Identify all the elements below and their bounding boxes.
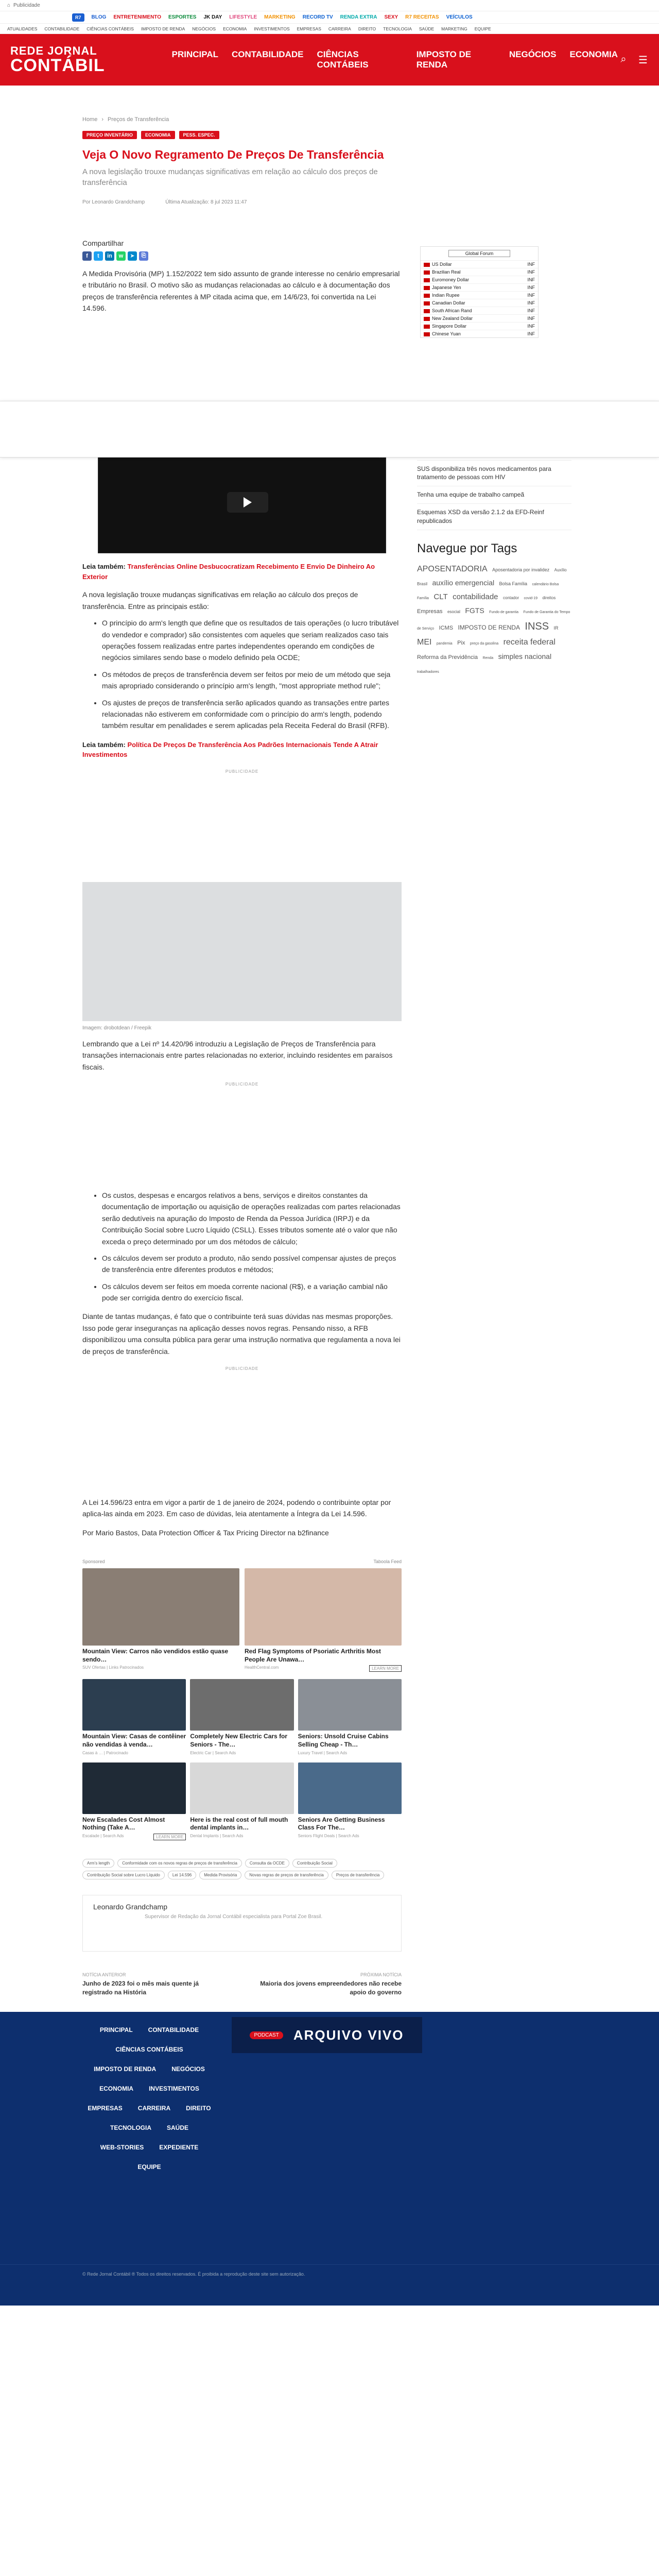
linkedin-icon[interactable]: in [105, 251, 114, 261]
tag-link[interactable]: APOSENTADORIA [417, 564, 488, 573]
site-header [0, 34, 659, 86]
currency-row [421, 330, 538, 338]
flag-icon [424, 286, 430, 290]
read-also-1: Leia também: Transferências Online Desbucocratizam Recebimento E Envio De Dinheiro Ao Exterior [82, 563, 375, 581]
tag-link[interactable]: Bolsa Família [499, 581, 528, 586]
banner-spacer [82, 314, 402, 401]
footer-nav-item[interactable]: CONTABILIDADE [148, 2026, 199, 2034]
search-icon[interactable]: ⌕ [620, 53, 627, 65]
ads-small-2 [82, 1762, 402, 1840]
list-item: • Os cálculos devem ser feitos em moeda corrente nacional (R$), e a variação cambial não pode ser corrigida dentro do exercício fiscal. [102, 1281, 402, 1304]
tag-link[interactable]: covid-19 [524, 596, 538, 600]
ad-source: SUV Ofertas | Links Patrocinados [82, 1665, 144, 1670]
share-label: Compartilhar [82, 239, 124, 247]
read-also-2: Leia também: Política De Preços De Transferência Aos Padrões Internacionais Tende A Atrair Investimentos [82, 740, 378, 759]
network-link[interactable]: MARKETING [264, 14, 296, 20]
latest-item[interactable]: SUS disponibiliza três novos medicamentos para tratamento de pessoas com HIV [417, 461, 571, 487]
article-tag[interactable]: PREÇO INVENTÁRIO [82, 131, 137, 139]
tag-link[interactable]: Fundo de Garantia do Tempo de Serviço [417, 611, 570, 631]
currency-name: Japanese Yen [421, 284, 515, 292]
footer-nav-item[interactable]: CIÊNCIAS CONTÁBEIS [115, 2046, 183, 2054]
tag-link[interactable]: ICMS [439, 625, 454, 632]
network-link[interactable]: SEXY [384, 14, 398, 20]
footer-nav-item[interactable]: NEGÓCIOS [171, 2065, 205, 2073]
currency-row [421, 284, 538, 292]
tag-link[interactable]: auxílio emergencial [432, 578, 495, 587]
section-link[interactable]: CIÊNCIAS CONTÁBEIS [86, 26, 134, 31]
ad-image[interactable] [82, 1568, 239, 1646]
currency-name: Indian Rupee [421, 292, 515, 299]
article-title: Veja O Novo Regramento De Preços De Transferência [82, 148, 384, 161]
footer-nav-row [82, 2059, 216, 2079]
currency-select[interactable]: Global Forum [448, 250, 510, 257]
menu-icon[interactable]: ☰ [638, 54, 648, 66]
nav-item[interactable]: NEGÓCIOS [509, 49, 557, 59]
network-link[interactable]: ENTRETENIMENTO [113, 14, 162, 20]
post-tag[interactable]: Lei 14.596 [168, 1871, 196, 1879]
ad-image[interactable] [298, 1762, 402, 1814]
paragraph-7: Por Mario Bastos, Data Protection Officer & Tax Pricing Director na b2finance [82, 1528, 329, 1537]
flag-icon [424, 332, 430, 336]
tag-link[interactable]: preço da gasolina [470, 642, 499, 646]
ad-source: Seniors Flight Deals | Search Ads [298, 1833, 359, 1838]
footer-nav-item[interactable]: PRINCIPAL [99, 2026, 133, 2034]
nav-item[interactable]: PRINCIPAL [171, 49, 219, 59]
post-tag[interactable]: Novas regras de preços de transferência [245, 1871, 328, 1879]
breadcrumb-section[interactable]: Preços de Transferência [108, 116, 169, 123]
twitter-icon[interactable]: t [94, 251, 103, 261]
tag-link[interactable]: Fundo de garantia [489, 611, 518, 615]
tag-link[interactable]: receita federal [503, 638, 556, 647]
ad-banner[interactable] [0, 401, 659, 457]
nav-item[interactable]: IMPOSTO DE RENDA [416, 49, 472, 70]
currency-row [421, 276, 538, 284]
play-icon [244, 497, 252, 507]
ads-small [82, 1679, 402, 1755]
sponsored-label: Sponsored [82, 1559, 105, 1565]
tag-link[interactable]: calendário Bolsa Família [417, 582, 559, 600]
network-link[interactable]: ESPORTES [168, 14, 197, 20]
section-link[interactable]: DIREITO [358, 26, 376, 31]
copyright: © Rede Jornal Contábil ® Todos os direitos reservados. É proibida a reprodução deste site sem autorização. [0, 2264, 659, 2306]
breadcrumb: Home › Preços de Transferência [82, 116, 169, 123]
tag-link[interactable]: Auxílio Brasil [417, 567, 567, 586]
post-tag[interactable]: Consulta da OCDE [245, 1859, 289, 1868]
paragraph-3: A nova legislação trouxe mudanças significativas em relação ao cálculo dos preços de transferência. Entre as principais estão: [82, 590, 358, 611]
section-link[interactable]: NEGÓCIOS [192, 26, 216, 31]
nav-item[interactable]: CIÊNCIAS CONTÁBEIS [317, 49, 369, 70]
footer-nav-item[interactable]: SAÚDE [166, 2124, 188, 2132]
footer [0, 2012, 659, 2264]
section-link[interactable]: ECONOMIA [223, 26, 247, 31]
currency-value: INF [515, 276, 538, 284]
section-link[interactable]: TECNOLOGIA [383, 26, 412, 31]
currency-row [421, 261, 538, 268]
paragraph-5: Diante de tantas mudanças, é fato que o contribuinte terá suas dúvidas nas mesmas proporções. Isso pode gerar inseguranças na aplicação desses novos regras. Pensando nisso, a RFB disponibilizou uma consulta pública para gerar uma instrução normativa que regulamenta a nova lei de preços de transferência. [82, 1312, 401, 1355]
article-subtitle: A nova legislação trouxe mudanças significativas em relação ao cálculo dos preços de transferência [82, 167, 378, 187]
flag-icon [424, 294, 430, 298]
tag-cloud [417, 562, 571, 677]
tag-link[interactable]: Renda [482, 656, 494, 660]
ad-source: Electric Car | Search Ads [190, 1750, 236, 1755]
tag-link[interactable]: IMPOSTO DE RENDA [458, 624, 520, 632]
section-link[interactable]: IMPOSTO DE RENDA [141, 26, 185, 31]
currency-name: South African Rand [421, 307, 515, 315]
author-box [82, 1895, 402, 1952]
currency-row [421, 268, 538, 276]
ad-source: Escalade | Search Ads LEARN MORE [82, 1834, 186, 1838]
article-updated: Última Atualização: 8 jul 2023 11:47 [165, 199, 247, 205]
currency-value: INF [515, 268, 538, 276]
learn-more-button[interactable]: LEARN MORE [153, 1834, 186, 1840]
tag-link[interactable]: Empresas [417, 608, 443, 615]
tag-link[interactable]: direitos [542, 595, 556, 600]
ad-title[interactable]: Seniors Are Getting Business Class For The… [298, 1816, 385, 1832]
currency-name: Brazilian Real [421, 268, 515, 276]
footer-nav-item[interactable]: EXPEDIENTE [159, 2144, 199, 2151]
currency-row [421, 299, 538, 307]
footer-nav-row [82, 2020, 216, 2040]
currency-name: US Dollar [421, 261, 515, 268]
network-bar [0, 11, 659, 24]
nav-item[interactable]: ECONOMIA [569, 49, 618, 59]
section-link[interactable]: EQUIPE [474, 26, 491, 31]
currency-name: Singapore Dollar [421, 323, 515, 330]
section-link[interactable]: MARKETING [441, 26, 467, 31]
section-link[interactable]: INVESTIMENTOS [254, 26, 290, 31]
tag-link[interactable]: Pix [457, 640, 465, 647]
ad-image[interactable] [245, 1568, 402, 1646]
ad-card[interactable] [190, 1679, 293, 1755]
article-tag[interactable]: PESS. ESPEC. [179, 131, 219, 139]
ad-card[interactable] [245, 1568, 402, 1672]
paragraph-4: Lembrando que a Lei nº 14.420/96 introduziu a Legislação de Preços de Transferência para transações internacionais entre partes relacionadas no exterior, incluindo residentes em paraísos fiscais. [82, 1039, 393, 1071]
ad-card[interactable] [298, 1762, 402, 1840]
site-logo[interactable]: REDE JORNAL CONTÁBIL [10, 44, 105, 75]
network-link[interactable]: JK DAY [203, 14, 222, 20]
ad-label: PUBLICIDADE [225, 769, 259, 774]
telegram-icon[interactable]: ➤ [128, 251, 137, 261]
tag-link[interactable]: Reforma da Previdência [417, 654, 478, 660]
list-item: • O princípio do arm's length que define que os resultados de tais operações (o lucro tributável do vendedor e comprador) são consistentes com aqueles que seriam realizados caso tais operações fossem realizadas entre partes independentes operando em condições de negócios similares sendo base o modelo definido pela OCDE; [102, 617, 402, 664]
read-also-link-1[interactable]: Transferências Online Desbucocratizam Recebimento E Envio De Dinheiro Ao Exterior [82, 563, 375, 581]
podcast-title: ARQUIVO VIVO [293, 2027, 404, 2043]
tag-link[interactable]: simples nacional [498, 652, 552, 660]
flag-icon [424, 309, 430, 313]
ad-title[interactable]: Seniors: Unsold Cruise Cabins Selling Cheap - Th… [298, 1733, 389, 1748]
currency-widget [420, 246, 539, 338]
list-2 [102, 1190, 402, 1304]
section-link[interactable]: ATUALIDADES [7, 26, 38, 31]
ad-source: Casas à … | Patrocinado [82, 1750, 128, 1755]
list-item: • Os métodos de preços de transferência devem ser feitos por meio de um método que seja mais apropriado considerando o princípio arm's length, "most appropriate method rule"; [102, 669, 402, 692]
section-link[interactable]: CONTABILIDADE [44, 26, 80, 31]
network-link[interactable]: LIFESTYLE [229, 14, 257, 20]
ad-card[interactable] [82, 1762, 186, 1840]
currency-value: INF [515, 330, 538, 338]
ad-space [82, 1087, 402, 1184]
tag-link[interactable]: contador [502, 595, 519, 600]
latest-item[interactable]: Tenha uma equipe de trabalho campeã [417, 486, 571, 504]
ad-title[interactable]: Here is the real cost of full mouth dental implants in… [190, 1816, 288, 1832]
footer-nav-row [82, 2098, 216, 2118]
post-tags [82, 1859, 402, 1879]
footer-nav-item[interactable]: INVESTIMENTOS [149, 2085, 199, 2093]
ad-space-2 [82, 1371, 402, 1489]
post-tag[interactable]: Conformidade com os novos regras de preços de transferência [117, 1859, 242, 1868]
breadcrumb-home[interactable]: Home [82, 116, 98, 123]
currency-value: INF [515, 261, 538, 268]
tag-link[interactable]: FGTS [465, 606, 484, 615]
prev-article[interactable]: NOTÍCIA ANTERIOR Junho de 2023 foi o mês mais quente já registrado na História [82, 1972, 199, 1996]
flag-icon [424, 270, 430, 275]
section-link[interactable]: SAÚDE [419, 26, 435, 31]
ad-title[interactable]: Mountain View: Casas de contêiner não vendidas à venda… [82, 1733, 186, 1748]
network-logo[interactable]: R7 [72, 13, 84, 22]
main-nav [172, 49, 618, 70]
next-article[interactable]: PRÓXIMA NOTÍCIA Maioria dos jovens empreendedores não recebe apoio do governo [260, 1972, 402, 1996]
play-button[interactable] [227, 492, 268, 513]
footer-nav-item[interactable]: TECNOLOGIA [110, 2124, 151, 2132]
footer-nav-row [82, 2157, 216, 2177]
article-author[interactable]: Por Leonardo Grandchamp [82, 199, 145, 205]
footer-nav-row [82, 2040, 216, 2059]
tag-link[interactable]: IR [553, 625, 559, 631]
ad-image[interactable] [82, 1762, 186, 1814]
article-tag[interactable]: ECONOMIA [141, 131, 175, 139]
section-link[interactable]: EMPRESAS [297, 26, 321, 31]
ad-card[interactable] [82, 1568, 239, 1672]
author-name[interactable]: Leonardo Grandchamp [93, 1902, 167, 1911]
currency-name: Chinese Yuan [421, 330, 515, 338]
latest-item[interactable]: Esquemas XSD da versão 2.1.2 da EFD-Reinf republicados [417, 504, 571, 530]
tags-title: Navegue por Tags [417, 541, 517, 555]
currency-row [421, 292, 538, 299]
network-link[interactable]: VEÍCULOS [446, 14, 473, 20]
network-link[interactable]: BLOG [91, 14, 107, 20]
footer-nav-item[interactable]: EQUIPE [137, 2163, 161, 2171]
tag-link[interactable]: INSS [525, 621, 549, 633]
taboola-brand[interactable]: Taboola Feed [373, 1559, 402, 1565]
ad-image[interactable] [190, 1762, 293, 1814]
network-link[interactable]: RENDA EXTRA [340, 14, 377, 20]
ad-label-3: PUBLICIDADE [225, 1366, 259, 1371]
post-tag[interactable]: Preços de transferência [332, 1871, 385, 1879]
currency-value: INF [515, 284, 538, 292]
sponsored-feed [82, 1559, 402, 1840]
article-tags [82, 131, 402, 139]
top-bar [0, 0, 659, 11]
ad-card[interactable] [82, 1679, 186, 1755]
tag-link[interactable]: esocial [447, 609, 460, 615]
learn-more-button[interactable]: LEARN MORE [369, 1665, 402, 1672]
podcast-promo[interactable] [232, 2017, 422, 2053]
sections-bar [0, 24, 659, 34]
image-caption: Imagem: drobotdean / Freepik [82, 1025, 151, 1031]
list-1 [102, 617, 402, 732]
tag-link[interactable]: pandemia [436, 642, 453, 646]
footer-nav [82, 2020, 216, 2177]
tag-link[interactable]: MEI [417, 638, 432, 647]
ad-image[interactable] [298, 1679, 402, 1731]
copy-link-icon[interactable]: ⎘ [139, 251, 148, 261]
author-bio: Supervisor de Redação da Jornal Contábil especialista para Portal Zoe Brasil. [145, 1913, 323, 1920]
ad-source: HealthCentral.com LEARN MORE [245, 1665, 402, 1670]
ads-big [82, 1568, 402, 1672]
read-also-link-2[interactable]: Política De Preços De Transferência Aos Padrões Internacionais Tende A Atrair Investimentos [82, 740, 378, 759]
network-link[interactable]: R7 RECEITAS [405, 14, 439, 20]
footer-nav-row [82, 2138, 216, 2157]
top-bar-label: Publicidade [13, 3, 40, 8]
ad-source: Luxury Travel | Search Ads [298, 1750, 348, 1755]
ad-card[interactable] [190, 1762, 293, 1840]
ad-title[interactable]: Completely New Electric Cars for Seniors - The… [190, 1733, 288, 1748]
footer-nav-item[interactable]: EMPRESAS [88, 2105, 123, 2112]
post-tag[interactable]: Contribuição Social sobre Lucro Líquido [82, 1871, 165, 1879]
footer-nav-item[interactable]: CARREIRA [137, 2105, 171, 2112]
share-buttons [82, 251, 402, 261]
ad-image[interactable] [82, 1679, 186, 1731]
footer-nav-item[interactable]: IMPOSTO DE RENDA [94, 2065, 157, 2073]
currency-table [421, 260, 538, 337]
currency-value: INF [515, 323, 538, 330]
tag-link[interactable]: trabalhadores [417, 670, 439, 674]
currency-name: Canadian Dollar [421, 299, 515, 307]
flag-icon [424, 317, 430, 321]
ad-title[interactable]: Red Flag Symptoms of Psoriatic Arthritis Most People Are Unawa… [245, 1648, 381, 1663]
footer-nav-item[interactable]: WEB-STORIES [100, 2144, 144, 2151]
post-tag[interactable]: Arm's length [82, 1859, 114, 1868]
list-item: • Os ajustes de preços de transferência serão aplicados quando as transações entre partes relacionadas não estiverem em conformidade com o princípio do arm's length, podendo também resultar em penalidades e serem aplicadas pela Receita Federal do Brasil (RFB). [102, 697, 402, 732]
post-tag[interactable]: Contribuição Social [292, 1859, 337, 1868]
footer-nav-row [82, 2118, 216, 2138]
ad-title[interactable]: Mountain View: Carros não vendidos estão quase sendo… [82, 1648, 229, 1663]
tag-link[interactable]: contabilidade [453, 592, 498, 601]
tag-link[interactable]: Aposentadoria por invalidez [492, 567, 550, 572]
footer-nav-row [82, 2079, 216, 2098]
article [82, 86, 402, 1996]
network-link[interactable]: RECORD TV [302, 14, 333, 20]
sidebar [417, 86, 571, 1996]
section-link[interactable]: CARREIRA [328, 26, 351, 31]
currency-value: INF [515, 307, 538, 315]
list-item: • Os custos, despesas e encargos relativos a bens, serviços e direitos constantes da documentação de importação ou aquisição de operações realizadas com partes relacionadas serão dedutíveis na apuração do Imposto de Renda da Pessoa Jurídica (IRPJ) e da Contribuição Social sobre Lucro Líquido (CSLL). Esses tributos somente até o valor que não exceda o preço determinado por um dos métodos de cálculo; [102, 1190, 402, 1247]
article-image [82, 882, 402, 1021]
footer-nav-item[interactable]: ECONOMIA [99, 2085, 134, 2093]
home-icon[interactable]: ⌂ [7, 3, 11, 8]
ad-image[interactable] [190, 1679, 293, 1731]
ad-label-2: PUBLICIDADE [225, 1081, 259, 1087]
nav-item[interactable]: CONTABILIDADE [232, 49, 304, 59]
ad-title[interactable]: New Escalades Cost Almost Nothing (Take A… [82, 1816, 165, 1832]
currency-value: INF [515, 292, 538, 299]
list-item: • Os cálculos devem ser produto a produto, não sendo possível compensar ajustes de preços de transferência entre diferentes produtos e métodos; [102, 1252, 402, 1276]
flag-icon [424, 325, 430, 329]
facebook-icon[interactable]: f [82, 251, 92, 261]
currency-value: INF [515, 315, 538, 323]
whatsapp-icon[interactable]: w [116, 251, 126, 261]
ad-card[interactable] [298, 1679, 402, 1755]
currency-name: New Zealand Dollar [421, 315, 515, 323]
currency-name: Euromoney Dollar [421, 276, 515, 284]
prev-next [82, 1972, 402, 1997]
article-meta [82, 199, 402, 205]
post-tag[interactable]: Medida Provisória [199, 1871, 241, 1879]
currency-row [421, 315, 538, 323]
video-player[interactable] [98, 450, 386, 553]
flag-icon [424, 278, 430, 282]
paragraph-6: A Lei 14.596/23 entra em vigor a partir de 1 de janeiro de 2024, podendo o contribuinte optar por aplica-las ainda em 2023. Em caso de dúvidas, leia atentamente a Íntegra da Lei 14.596. [82, 1498, 391, 1518]
footer-nav-item[interactable]: DIREITO [186, 2105, 211, 2112]
flag-icon [424, 263, 430, 267]
paragraph-1: A Medida Provisória (MP) 1.152/2022 tem sido assunto de grande interesse no cenário empresarial e tributário no Brasil. O motivo são as mudanças relacionadas ao cálculo e à documentação dos preços de transferência referentes à MP citada acima que, em 14/6/23, foi convertida na Lei 14.596. [82, 269, 400, 312]
currency-row [421, 323, 538, 330]
tag-link[interactable]: CLT [433, 592, 448, 601]
currency-value: INF [515, 299, 538, 307]
ad-source: Dental Implants | Search Ads [190, 1833, 244, 1838]
currency-row [421, 307, 538, 315]
podcast-tag: PODCAST [250, 2031, 283, 2039]
flag-icon [424, 301, 430, 306]
